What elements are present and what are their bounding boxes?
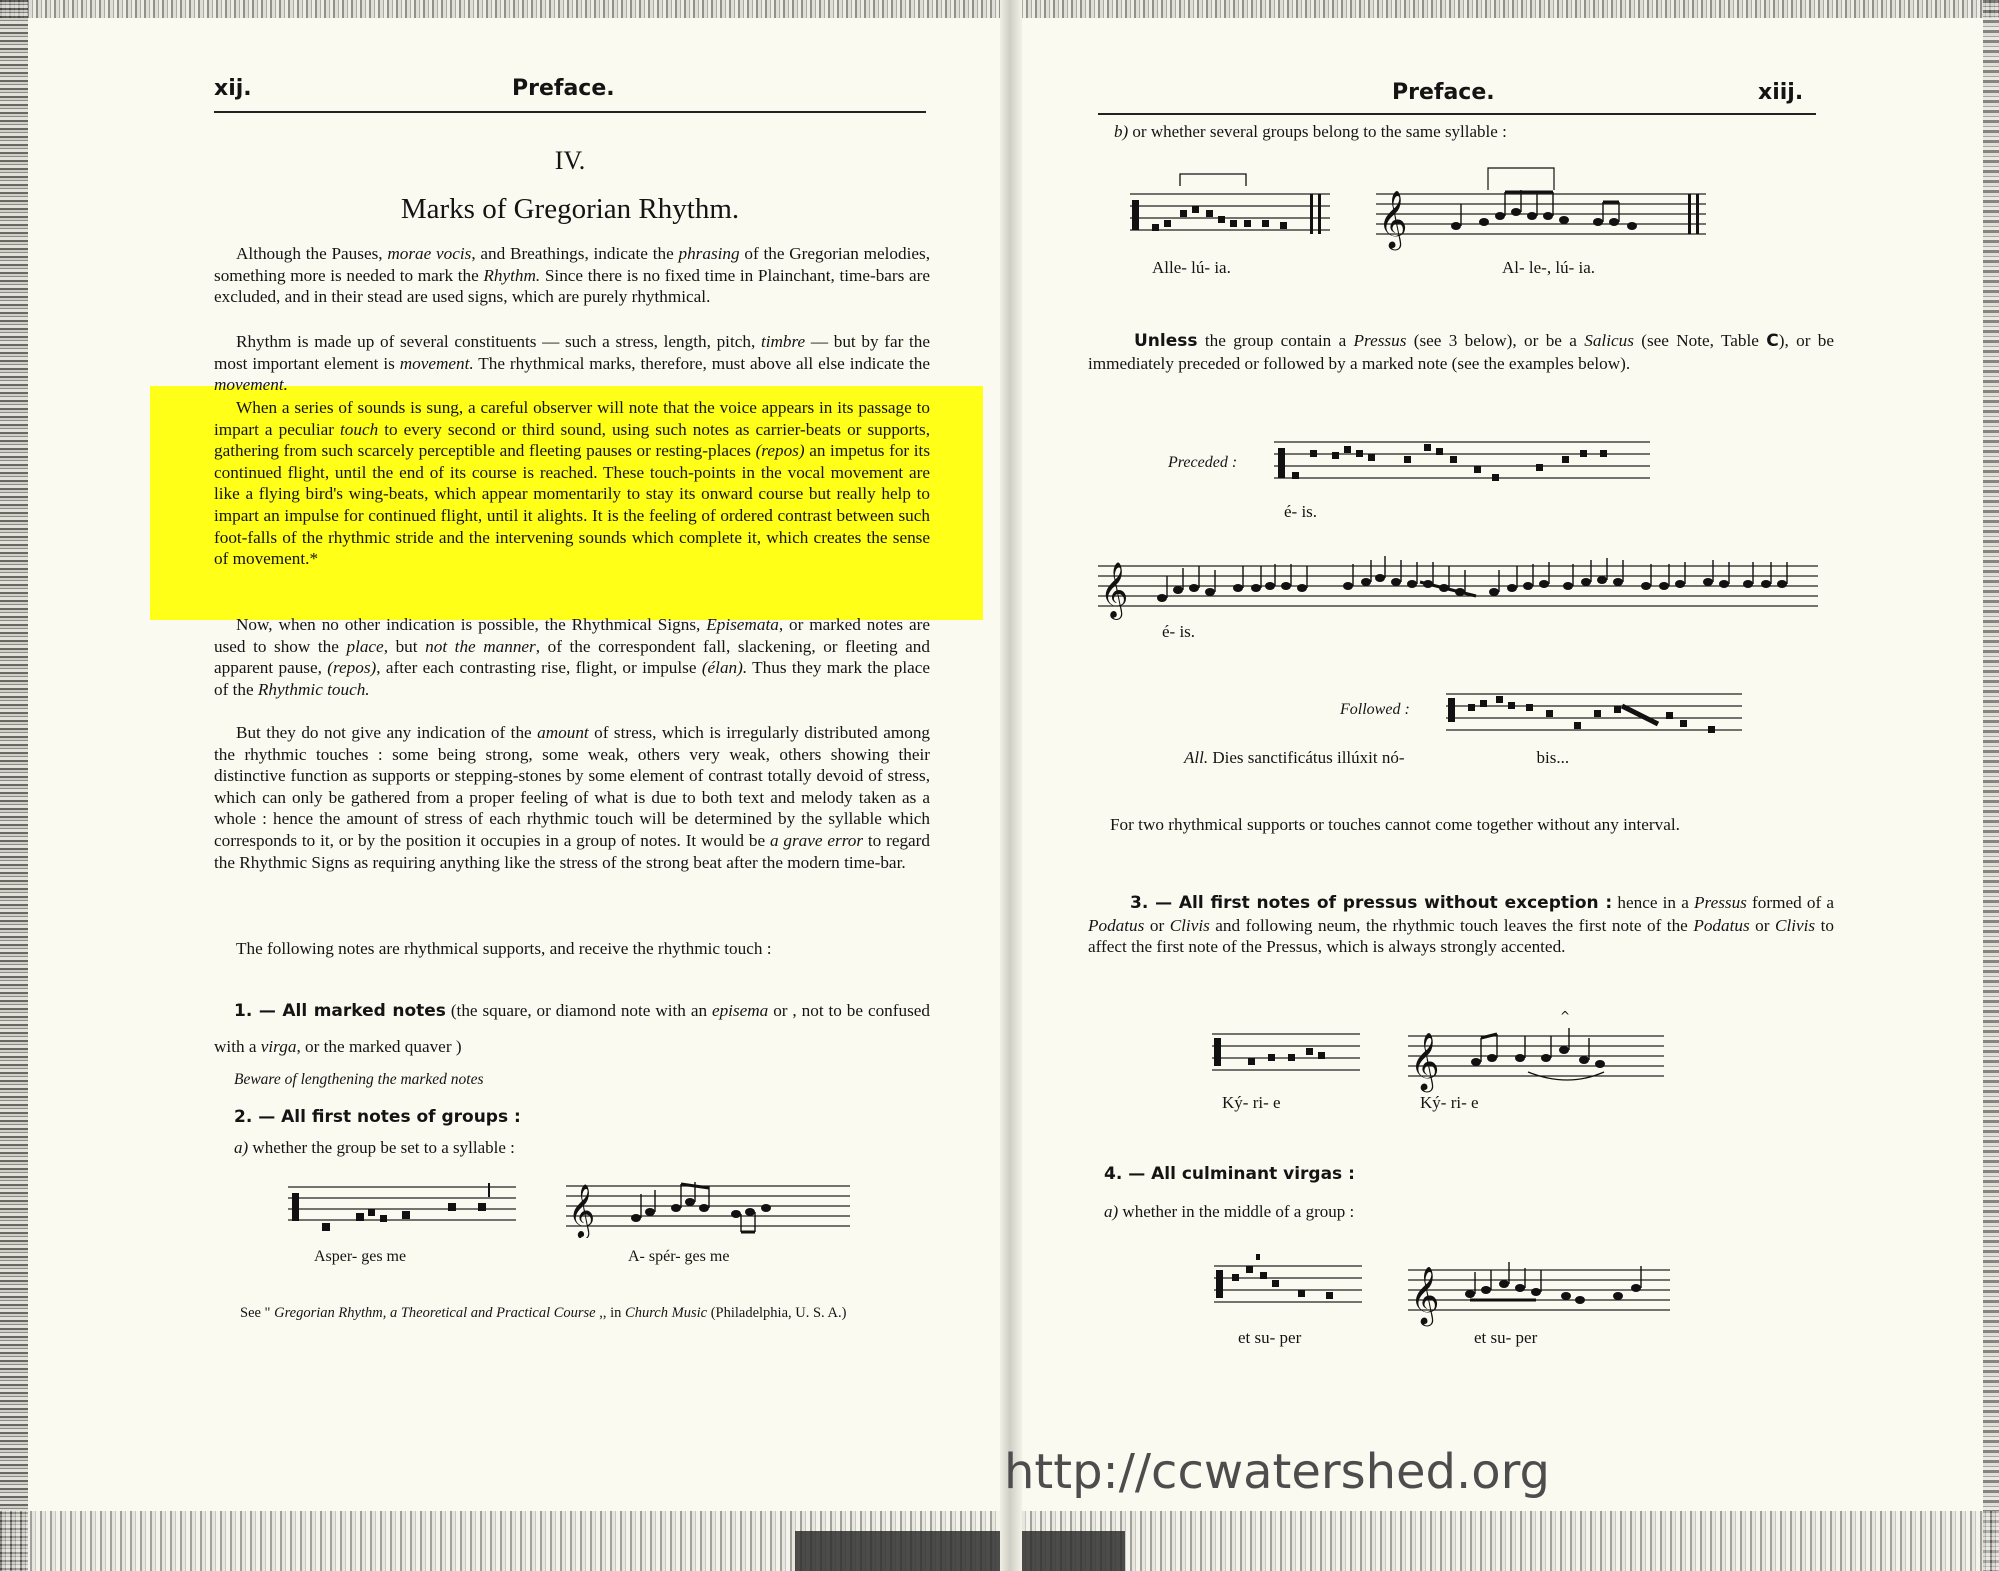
paragraph-amount-of-stress: But they do not give any indication of the amount of stress, which is irregularly distributed among the rhythmic touches : some being strong, some weak, others very weak, others showing their distinctive function as supports or stepping-stones by some element of contrast totally devoid of stress, which can only be gathered from a proper feeling of what is due to both text and melody taken as a whole : hence the amount of stress of each rhythmic touch will be determined by the syllable which corresponds to it, or by the position it occupies in a group of notes. It would be a grave error to regard the Rhythmic Signs as requiring anything like the stress of the strong beat after the modern time-bar. [214, 723, 931, 872]
paragraph-rhythmical-supports: The following notes are rhythmical supports, and receive the rhythmic touch : [236, 939, 772, 958]
followed-lyric: All. Dies sanctificátus illúxit nó- bis... [1184, 748, 1570, 767]
item-marked-notes: 1. — All marked notes (the square, or diamond note with an episema or , not to be confused with a virga, or the marked quaver ) [214, 1001, 930, 1056]
item-b-several-groups: b) or whether several groups belong to the same syllable : [1114, 122, 1507, 141]
followed-label: Followed : [1340, 701, 1410, 718]
asperges-modern-lyric: A- spér- ges me [628, 1248, 730, 1265]
chant-staff-preceded [1274, 436, 1650, 492]
footnote: See " Gregorian Rhythm, a Theoretical and Practical Course ,, in Church Music (Philadelphia, U. S. A.) [240, 1305, 847, 1321]
paragraph-rhythmical-signs: Now, when no other indication is possible, the Rhythmical Signs, Episemata, or marked notes are used to show the place, but not the manner, of the correspondent fall, slackening, or fleeting and apparent pause, (repos), after each contrasting rise, flight, or impulse (élan). Thus they mark the place of the Rhythmic touch. [214, 615, 930, 699]
book-gutter [1000, 0, 1022, 1571]
right-page-number: xiij. [1758, 80, 1804, 105]
chant-staff-followed [1446, 690, 1742, 742]
alleluia-chant-lyric: Alle- lú- ia. [1152, 258, 1231, 277]
svg-text:𝄞: 𝄞 [1100, 562, 1129, 618]
svg-text:𝄞: 𝄞 [568, 1183, 596, 1237]
item-culminant-virgas: 4. — All culminant virgas : [1104, 1164, 1355, 1184]
item-first-notes-a: a) whether the group be set to a syllable : [234, 1138, 515, 1157]
left-running-title: Preface. [512, 76, 615, 101]
preceded-lyric: é- is. [1284, 502, 1318, 521]
right-page [1022, 0, 1999, 1571]
modern-staff-kyrie [1408, 1002, 1664, 1094]
paragraph-for-two: For two rhythmical supports or touches cannot come together without any interval. [1110, 815, 1680, 834]
chant-staff-asperges [288, 1183, 516, 1239]
section-number: IV. [554, 146, 586, 175]
super-modern-lyric: et su- per [1474, 1328, 1538, 1347]
item-first-notes: 2. — All first notes of groups : [234, 1107, 521, 1127]
paragraph-pauses: Although the Pauses, morae vocis, and Breathings, indicate the phrasing of the Gregorian melodies, something more is needed to mark the Rhythm. Since there is no fixed time in Plainchant, time-bars are excluded, and in their stead are used signs, which are purely rhythmical. [214, 244, 931, 307]
modern-lyric-preceded: é- is. [1162, 622, 1196, 641]
paragraph-rhythm-constituents: Rhythm is made up of several constituents — such a stress, length, pitch, timbre — but by far the most important element is movement. The rhythmical marks, therefore, must above all else indicate the movement. [214, 332, 930, 395]
chant-staff-super [1214, 1252, 1362, 1314]
svg-text:𝄞: 𝄞 [1410, 1032, 1440, 1090]
alleluia-modern-lyric: Al- le-, lú- ia. [1502, 258, 1595, 277]
item-culminant-virgas-a: a) whether in the middle of a group : [1104, 1202, 1355, 1221]
super-chant-lyric: et su- per [1238, 1328, 1302, 1347]
paragraph-careful-observer: When a series of sounds is sung, a careful observer will note that the voice appears in its passage to impart a peculiar touch to every second or third sound, using such notes as carrier-beats or supports, gathering from such scarcely perceptible and fleeting pauses or resting-places (repos) an impetus for its continued flight, until the end of its course is reached. These touch-points in the vocal movement are like a flying bird's wing-beats, which appear momentarily to stay its onward course but really help to impart an impulse for continued flight, until it alights. It is the feeling of ordered contrast between such foot-falls of the rhythmic stride and the intervening sounds which complete it, which creates the sense of movement.* [214, 398, 931, 569]
chant-staff-kyrie [1212, 1030, 1360, 1080]
watermark-url: http://ccwatershed.org [1004, 1444, 1550, 1500]
modern-staff-preceded [1098, 548, 1818, 630]
modern-staff-asperges [566, 1174, 850, 1238]
modern-staff-alleluia [1376, 160, 1706, 252]
svg-text:𝄞: 𝄞 [1378, 190, 1408, 248]
left-header-rule [214, 111, 926, 113]
beware-note: Beware of lengthening the marked notes [234, 1071, 484, 1088]
asperges-chant-lyric: Asper- ges me [314, 1248, 407, 1265]
preceded-label: Preceded : [1168, 454, 1238, 471]
chant-staff-alleluia [1130, 166, 1330, 246]
kyrie-modern-lyric: Ký- ri- e [1420, 1093, 1479, 1112]
modern-staff-super [1408, 1248, 1670, 1328]
svg-text:^: ^ [1560, 1009, 1571, 1023]
kyrie-chant-lyric: Ký- ri- e [1222, 1093, 1281, 1112]
right-header-rule [1098, 113, 1816, 115]
paragraph-unless: Unless the group contain a Pressus (see 3 below), or be a Salicus (see Note, Table C), or be immediately preceded or followed by a marked note (see the examples below). [1088, 331, 1834, 373]
section-title: Marks of Gregorian Rhythm. [400, 193, 740, 225]
item-pressus: 3. — All first notes of pressus without exception : hence in a Pressus formed of a Podatus or Clivis and following neum, the rhythmic touch leaves the first note of the Podatus or Clivis to affect the first note of the Pressus, which is always strongly accented. [1088, 893, 1835, 957]
right-running-title: Preface. [1392, 80, 1495, 105]
svg-text:𝄞: 𝄞 [1410, 1266, 1440, 1324]
left-page-number: xij. [214, 76, 252, 101]
